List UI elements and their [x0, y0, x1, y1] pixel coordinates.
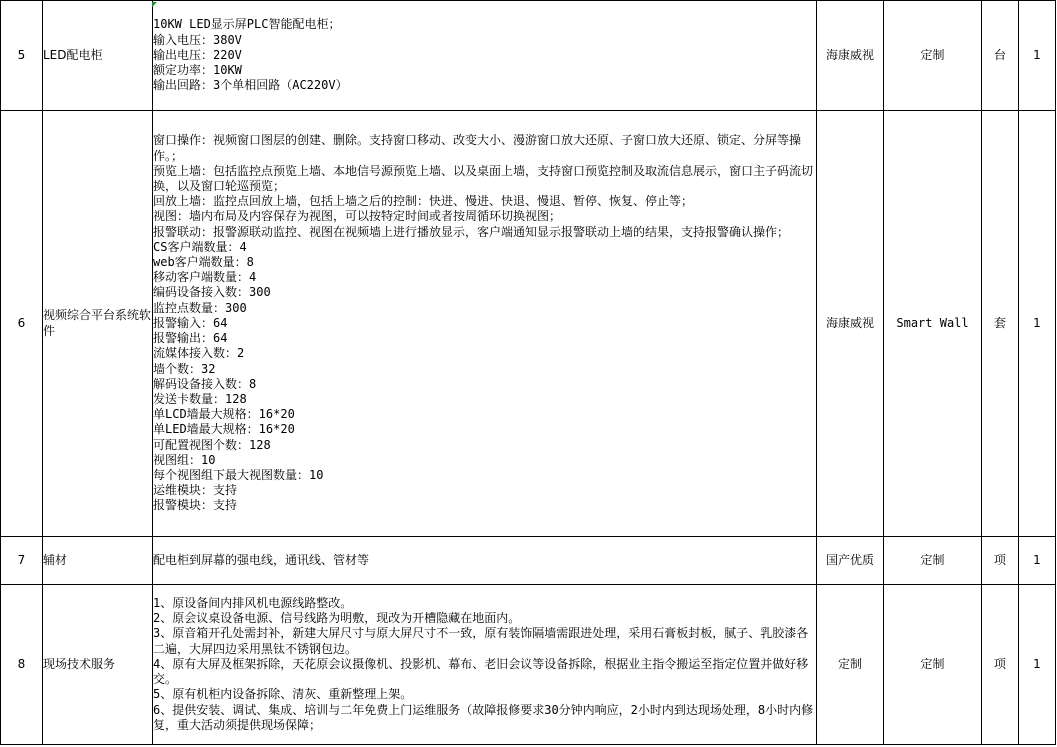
spec-line: 窗口操作：视频窗口图层的创建、删除。支持窗口移动、改变大小、漫游窗口放大还原、子窗口放大还原、锁定、分屏等操作。； — [153, 133, 802, 163]
spec-cell[interactable] — [153, 537, 817, 585]
spec-line: 4、原有大屏及框架拆除，天花原会议摄像机、投影机、幕布、老旧会议等设备拆除，根据业主指令搬运至指定位置并做好移交。 — [153, 656, 809, 687]
spec-line: 输入电压：380V — [153, 32, 242, 47]
spec-line: 视图组：10 — [153, 452, 216, 467]
unit-cell[interactable]: 台 — [982, 1, 1019, 111]
spec-line: 移动客户端数量：4 — [153, 270, 257, 285]
spec-cell[interactable] — [153, 1, 817, 111]
unit-cell[interactable]: 项 — [982, 537, 1019, 585]
spec-line: 2、原会议桌设备电源、信号线路为明敷，现改为开槽隐藏在地面内。 — [153, 611, 521, 626]
row-number-cell[interactable]: 7 — [1, 537, 43, 585]
item-name-cell[interactable]: 辅材 — [43, 537, 153, 585]
spec-line: 10KW LED显示屏PLC智能配电柜； — [153, 17, 341, 32]
table-row[interactable] — [1, 585, 1056, 745]
spec-line: CS客户端数量：4 — [153, 239, 247, 254]
spec-cell[interactable] — [153, 111, 817, 537]
spec-line: 单LCD墙最大规格：16*20 — [153, 407, 295, 422]
comment-indicator-icon — [152, 2, 157, 7]
unit-cell[interactable]: 项 — [982, 585, 1019, 745]
spec-line: 报警联动：报警源联动监控、视图在视频墙上进行播放显示，客户端通知显示报警联动上墙的结果，支持报警确认操作； — [153, 224, 790, 239]
brand-cell[interactable]: 海康威视 — [817, 111, 884, 537]
quantity-cell[interactable]: 1 — [1019, 1, 1056, 111]
table-row[interactable] — [1, 111, 1056, 537]
spec-line: 预览上墙：包括监控点预览上墙、本地信号源预览上墙、以及桌面上墙，支持窗口预览控制及取流信息展示，窗口主子码流切换，以及窗口轮巡预览； — [153, 163, 814, 194]
item-name-cell[interactable]: 视频综合平台系统软件 — [43, 111, 153, 537]
row-number-cell[interactable]: 6 — [1, 111, 43, 537]
spec-line: 额定功率：10KW — [153, 63, 242, 78]
spec-line: 监控点数量：300 — [153, 300, 247, 315]
spec-line: 报警输出：64 — [153, 331, 228, 346]
brand-cell[interactable]: 国产优质 — [817, 537, 884, 585]
spec-line: 编码设备接入数：300 — [153, 285, 271, 300]
spec-line: 可配置视图个数：128 — [153, 437, 271, 452]
model-cell[interactable]: 定制 — [884, 537, 982, 585]
spec-line: 解码设备接入数：8 — [153, 376, 257, 391]
spec-line: web客户端数量：8 — [153, 255, 254, 270]
model-cell[interactable]: Smart Wall — [884, 111, 982, 537]
item-name-cell[interactable]: LED配电柜 — [43, 1, 153, 111]
spec-line: 6、提供安装、调试、集成、培训与二年免费上门运维服务（故障报修要求30分钟内响应，2小时内到达现场处理，8小时内修复，重大活动须提供现场保障； — [153, 702, 814, 732]
spec-line: 回放上墙：监控点回放上墙，包括上墙之后的控制：快进、慢进、快退、慢退、暂停、恢复、停止等； — [153, 194, 694, 209]
spec-line: 配电柜到屏幕的强电线，通讯线、管材等 — [153, 552, 370, 567]
quantity-cell[interactable]: 1 — [1019, 111, 1056, 537]
spec-line: 输出回路：3个单相回路（AC220V） — [153, 78, 348, 93]
item-name-cell[interactable]: 现场技术服务 — [43, 585, 153, 745]
table-row[interactable] — [1, 1, 1056, 111]
spec-line: 3、原音箱开孔处需封补，新建大屏尺寸与原大屏尺寸不一致，原有装饰隔墙需跟进处理，采用石膏板封板，腻子、乳胶漆各二遍，大屏四边采用黑钛不锈钢包边。 — [153, 626, 809, 656]
row-number-cell[interactable]: 5 — [1, 1, 43, 111]
spec-line: 单LED墙最大规格：16*20 — [153, 422, 295, 437]
model-cell[interactable]: 定制 — [884, 1, 982, 111]
spec-line: 1、原设备间内排风机电源线路整改。 — [153, 596, 353, 611]
brand-cell[interactable]: 海康威视 — [817, 1, 884, 111]
unit-cell[interactable]: 套 — [982, 111, 1019, 537]
spec-line: 报警模块：支持 — [153, 498, 238, 513]
spec-line: 5、原有机柜内设备拆除、清灰、重新整理上架。 — [153, 687, 413, 702]
row-number-cell[interactable]: 8 — [1, 585, 43, 745]
spec-line: 输出电压：220V — [153, 47, 242, 62]
spec-cell[interactable] — [153, 585, 817, 745]
spec-line: 报警输入：64 — [153, 315, 228, 330]
spec-line: 流媒体接入数：2 — [153, 346, 245, 361]
spec-line: 运维模块：支持 — [153, 483, 238, 498]
spec-line: 每个视图组下最大视图数量：10 — [153, 467, 324, 482]
quantity-cell[interactable]: 1 — [1019, 585, 1056, 745]
model-cell[interactable]: 定制 — [884, 585, 982, 745]
spec-line: 视图：墙内布局及内容保存为视图，可以按特定时间或者按周循环切换视图； — [153, 209, 562, 224]
spec-line: 发送卡数量：128 — [153, 391, 247, 406]
brand-cell[interactable]: 定制 — [817, 585, 884, 745]
table-row[interactable] — [1, 537, 1056, 585]
spec-line: 墙个数：32 — [153, 361, 216, 376]
quantity-cell[interactable]: 1 — [1019, 537, 1056, 585]
